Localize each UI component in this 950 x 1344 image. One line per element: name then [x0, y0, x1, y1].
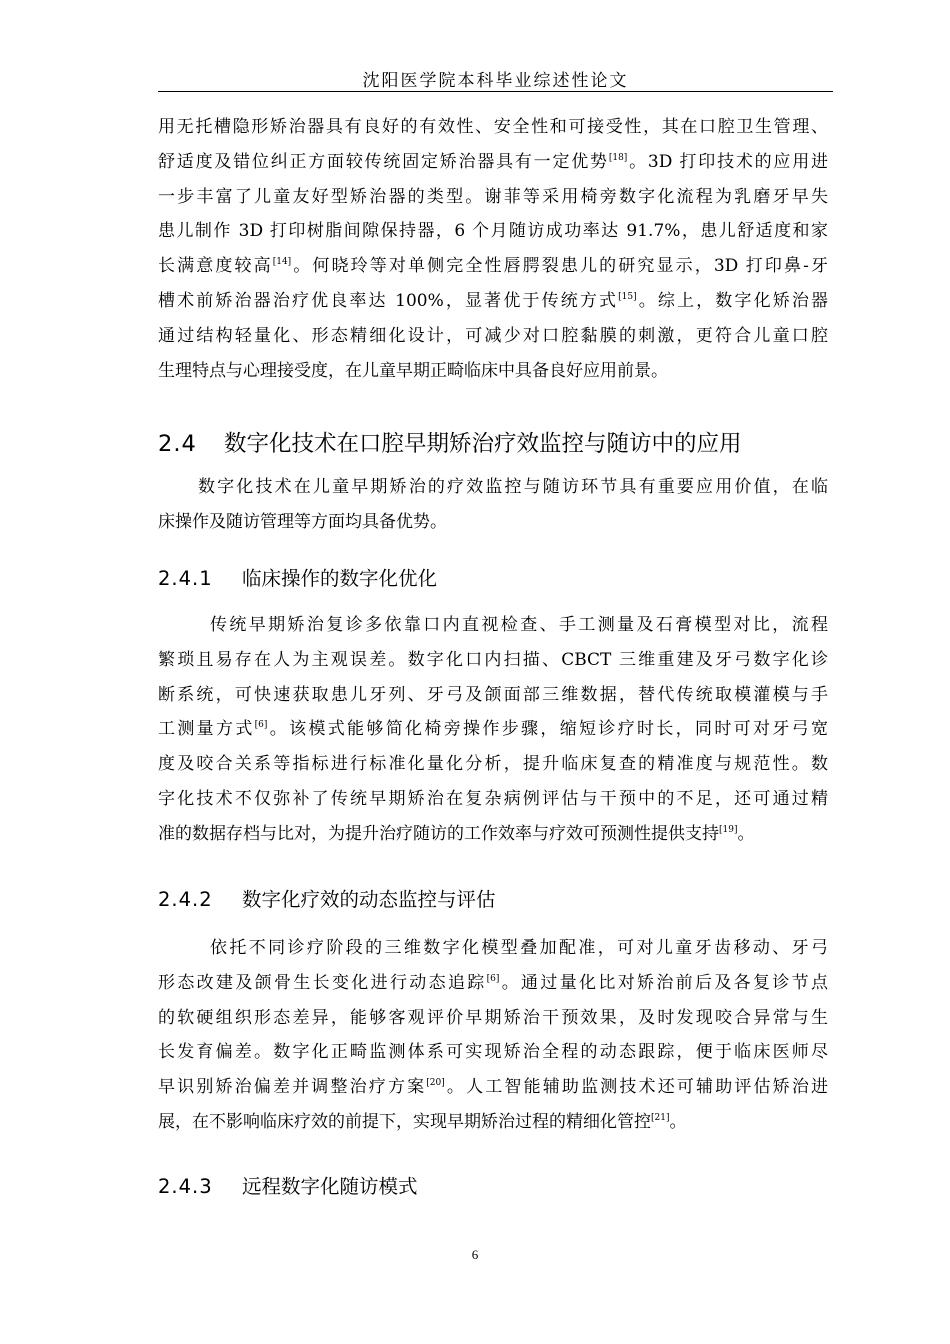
text-line: 一步丰富了儿童友好型矫治器的类型。谢菲等采用椅旁数字化流程为乳磨牙早失	[158, 186, 828, 207]
text-line: 断系统，可快速获取患儿牙列、牙弓及颌面部三维数据，替代传统取模灌模与手	[158, 684, 828, 705]
text-line: 生理特点与心理接受度，在儿童早期正畸临床中具备良好应用前景。	[158, 360, 668, 381]
section-title: 临床操作的数字化优化	[242, 567, 438, 590]
section-number: 2.4.1	[158, 567, 213, 590]
citation: [6]	[254, 720, 268, 731]
text-line: 长满意度较高[14]。何晓玲等对单侧完全性唇腭裂患儿的研究显示，3D 打印鼻-牙	[158, 256, 829, 277]
section-heading-2-4-2	[158, 884, 496, 912]
citation: [20]	[426, 1078, 445, 1089]
citation: [18]	[608, 152, 628, 163]
paragraph-2-4-1	[158, 608, 828, 852]
citation: [21]	[651, 1112, 670, 1123]
text-line: 传统早期矫治复诊多依靠口内直视检查、手工测量及石膏模型对比，流程	[210, 615, 828, 635]
running-header: 沈阳医学院本科毕业综述性论文	[362, 71, 629, 91]
section-number: 2.4.3	[158, 1175, 213, 1198]
text-line: 度及咬合关系等指标进行标准化量化分析，提升临床复查的精准度与规范性。数	[158, 754, 828, 775]
text-line: 繁琐且易存在人为主观误差。数字化口内扫描、CBCT 三维重建及牙弓数字化诊	[158, 649, 828, 670]
text-line: 展，在不影响临床疗效的前提下，实现早期矫治过程的精细化管控[21]。	[158, 1111, 687, 1132]
text-line: 通过结构轻量化、形态精细化设计，可减少对口腔黏膜的刺激，更符合儿童口腔	[158, 325, 828, 346]
section-title: 数字化疗效的动态监控与评估	[242, 888, 496, 911]
text-line: 数字化技术在儿童早期矫治的疗效监控与随访环节具有重要应用价值，在临	[198, 477, 828, 497]
paragraph-digital-appliances	[158, 110, 828, 388]
text-line: 工测量方式[6]。该模式能够简化椅旁操作步骤，缩短诊疗时长，同时可对牙弓宽	[158, 719, 829, 740]
text-line: 床操作及随访管理等方面均具备优势。	[158, 511, 447, 532]
section-title: 数字化技术在口腔早期矫治疗效监控与随访中的应用	[224, 431, 742, 457]
text-line: 长发育偏差。数字化正畸监测体系可实现矫治全程的动态跟踪，便于临床医师尽	[158, 1042, 828, 1063]
page-number: 6	[471, 1247, 479, 1262]
text-line: 舒适度及错位纠正方面较传统固定矫治器具有一定优势[18]。3D 打印技术的应用进	[158, 151, 829, 172]
text-line: 依托不同诊疗阶段的三维数字化模型叠加配准，可对儿童牙齿移动、牙弓	[210, 938, 828, 958]
text-line: 患儿制作 3D 打印树脂间隙保持器，6 个月随访成功率达 91.7%，患儿舒适度和家	[158, 221, 828, 242]
section-heading-2-4-1	[158, 563, 437, 591]
section-heading-2-4-3	[158, 1171, 418, 1199]
text-line: 早识别矫治偏差并调整治疗方案[20]。人工智能辅助监测技术还可辅助评估矫治进	[158, 1077, 829, 1098]
text-line: 准的数据存档与比对，为提升治疗随访的工作效率与疗效可预测性提供支持[19]。	[158, 823, 755, 844]
text-line: 用无托槽隐形矫治器具有良好的有效性、安全性和可接受性，其在口腔卫生管理、	[158, 117, 828, 137]
text-line: 槽术前矫治器治疗优良率达 100%，显著优于传统方式[15]。综上，数字化矫治器	[158, 290, 828, 311]
header-rule	[158, 91, 833, 92]
citation: [14]	[272, 257, 292, 268]
text-line: 字化技术不仅弥补了传统早期矫治在复杂病例评估与干预中的不足，还可通过精	[158, 788, 828, 809]
paragraph-2-4-intro	[158, 470, 828, 540]
citation: [15]	[618, 291, 637, 302]
section-title: 远程数字化随访模式	[242, 1175, 418, 1198]
citation: [19]	[719, 824, 738, 835]
citation: [6]	[486, 973, 500, 984]
paragraph-2-4-2	[158, 931, 828, 1140]
text-line: 的软硬组织形态差异，能够客观评价早期矫治干预效果，及时发现咬合异常与生	[158, 1007, 828, 1028]
text-line: 形态改建及颌骨生长变化进行动态追踪[6]。通过量化比对矫治前后及各复诊节点	[158, 972, 828, 993]
section-heading-2-4	[158, 426, 742, 458]
section-number: 2.4.2	[158, 888, 213, 911]
section-number: 2.4	[158, 431, 197, 457]
